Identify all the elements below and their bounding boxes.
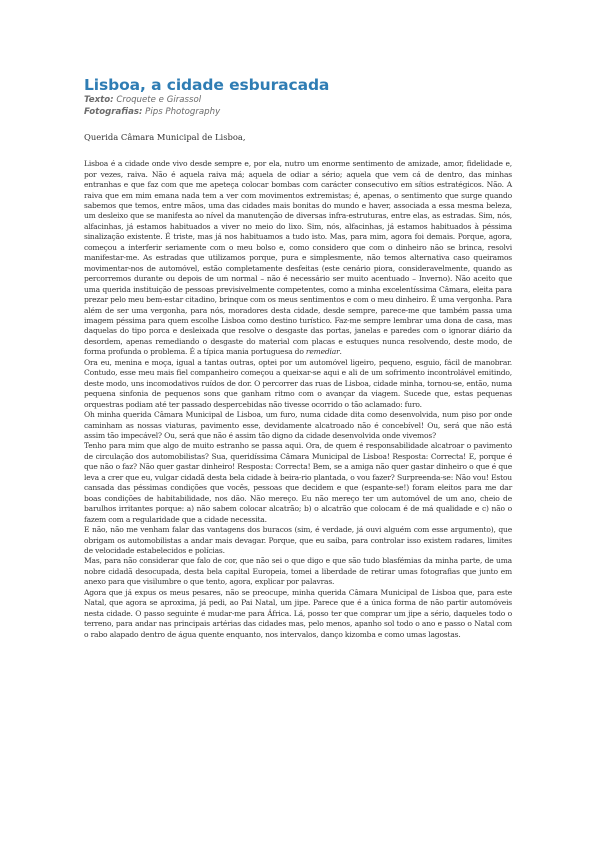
emphasis: remediar — [305, 347, 340, 357]
text-credit-authors: Croquete e Girassol — [116, 95, 202, 105]
text-credit — [84, 95, 512, 107]
paragraph: E não, não me venham falar das vantagens dos buracos (sim, é verdade, já ouvi alguém com esse argumento), que obrigam os automobilistas a andar mais devagar. Porque, que eu saiba, para controlar isso existem radares, limites de velocidade estabelecidos e polícias. — [84, 525, 512, 555]
paragraph: Agora que já expus os meus pesares, não se preocupe, minha querida Câmara Municipal de Lisboa que, para este Natal, que agora se aproxima, já pedi, ao Pai Natal, um jipe. Parece que é a única forma de não partir automóveis nesta cidade. O passo seguinte é mudar-me para África. Lá, posso ter que comprar um jipe a sério, daqueles todo o terreno, para andar nas principais artérias das cidades mas, pelo menos, apanho sol todo o ano e passo o Natal com o rabo alapado dentro de água quente enquanto, nos intervalos, danço kizomba e como umas lagostas. — [84, 587, 512, 639]
paragraph: Oh minha querida Câmara Municipal de Lisboa, um furo, numa cidade dita como desenvolvida, num piso por onde caminham as nossas viaturas, pavimento esse, devidamente alcatroado não é concebível! Ou, será que não está assim tão impecável? Ou, será que não é assim tão digno da cidade desenvolvida onde vivemos? — [84, 410, 512, 440]
letter-body — [84, 159, 512, 640]
photo-credit-authors: Pips Photography — [145, 106, 221, 117]
paragraph: Tenho para mim que algo de muito estranho se passa aqui. Ora, de quem é responsabilidade alcatroar o pavimento de circulação dos automobilistas? Sua, queridíssima Câmara Municipal de Lisboa! Resposta: Correcta! E, porque é que não o faz? Não quer gastar dinheiro! Resposta: Correcta! Bem, se a amiga não quer gastar dinheiro o que é que leva a crer que eu, vulgar cidadã desta bela cidade à beira-rio plantada, o vou fazer? Surpreenda-se: Não vou! Estou cansada das péssimas condições que vocês, pessoas que decidem e que (espante-se!) foram eleitos para me dar boas condições de habitabilidade, nos dão. Não mereço. Eu não mereço ter um automóvel de um ano, cheio de barulhos irritantes porque: a) não sabem colocar alcatrão; b) o alcatrão que colocam é de má qualidade e c) não o fazem com a regularidade que a cidade necessita. — [84, 441, 512, 524]
paragraph: Ora eu, menina e moça, igual a tantas outras, optei por um automóvel ligeiro, pequeno, esguio, fácil de manobrar. Contudo, esse meu mais fiel companheiro começou a queixar-se aqui e ali de um sofrimento incontrolável emitindo, deste modo, uns incomodativos ruídos de dor. O percorrer das ruas de Lisboa, cidade minha, tornou-se, então, numa pequena sinfonia de pequenos sons que ganham ritmo com o avançar da viagem. Sucede que, estas pequenas orquestras podiam até ter passado despercebidas não tivesse ocorrido o tão aclamado: furo. — [84, 357, 512, 409]
text-credit-label: Texto: — [84, 95, 114, 105]
photo-credit-label: Fotografias: — [84, 106, 143, 117]
photo-credit — [84, 107, 512, 119]
article-title: Lisboa, a cidade esburacada — [84, 76, 330, 94]
letter-greeting: Querida Câmara Municipal de Lisboa, — [84, 132, 246, 142]
paragraph: Lisboa é a cidade onde vivo desde sempre e, por ela, nutro um enorme sentimento de amizade, amor, fidelidade e, por vezes, raiva. Não é aquela raiva má; aquela de odiar a sério; aquela que vem cá de dentro, das minhas entranhas e que faz com que me apeteça colocar bombas com carácter consecutivo em sítios estratégicos. Não. A raiva que em mim emana nada tem a ver com movimentos extremistas; é, apenas, o sentimento que surge quando sabemos que temos, entre mãos, uma das cidades mais bonitas do mundo e haver, associada a essa mesma beleza, um desleixo que se manifesta ao nível da manutenção de diversas infra-estruturas, entre elas, as estradas. Sim, nós, alfacinhas, já estamos habituados a viver no meio do lixo. Sim, nós, alfacinhas, já estamos habituados à péssima sinalização existente. É triste, mas já nos habituamos a tudo isto. Mas, para mim, agora foi demais. Porque, agora, começou a interferir seriamente com o meu bolso e, como considero que com o dinheiro não se brinca, resolvi manifestar-me. As estradas que utilizamos porque, pura e simplesmente, não temos alternativa caso queiramos movimentar-nos de automóvel, estão completamente desfeitas (este cenário piora, consideravelmente, quando as percorremos durante ou depois de um normal – não é necessário ser muito acentuado – Inverno). Não aceito que uma querida instituição de pessoas previsivelmente competentes, como a minha excelentíssima Câmara, eleita para prezar pelo meu bem-estar citadino, brinque com os meus sentimentos e com o meu dinheiro. É uma vergonha. Para além de ser uma vergonha, para nós, moradores desta cidade, desde sempre, parece-me que também passa uma imagem péssima para quem escolhe Lisboa como destino turístico. Faz-me sempre lembrar uma dona de casa, mas daquelas do tipo porca e desleixada que resolve o desgaste das portas, janelas e paredes com o ignorar diário da desordem, apenas remediando o desgaste do material com placas e estuques nunca resolvendo, deste modo, de forma profunda o problema. É a típica mania portuguesa do remediar. — [84, 159, 512, 357]
article — [84, 76, 512, 640]
paragraph: Mas, para não considerar que falo de cor, que não sei o que digo e que são tudo blasfémias da minha parte, de uma nobre cidadã desocupada, desta bela capital Europeia, tomei a liberdade de retirar umas fotografias que junto em anexo para que visilumbre o que tento, agora, explicar por palavras. — [84, 556, 512, 587]
